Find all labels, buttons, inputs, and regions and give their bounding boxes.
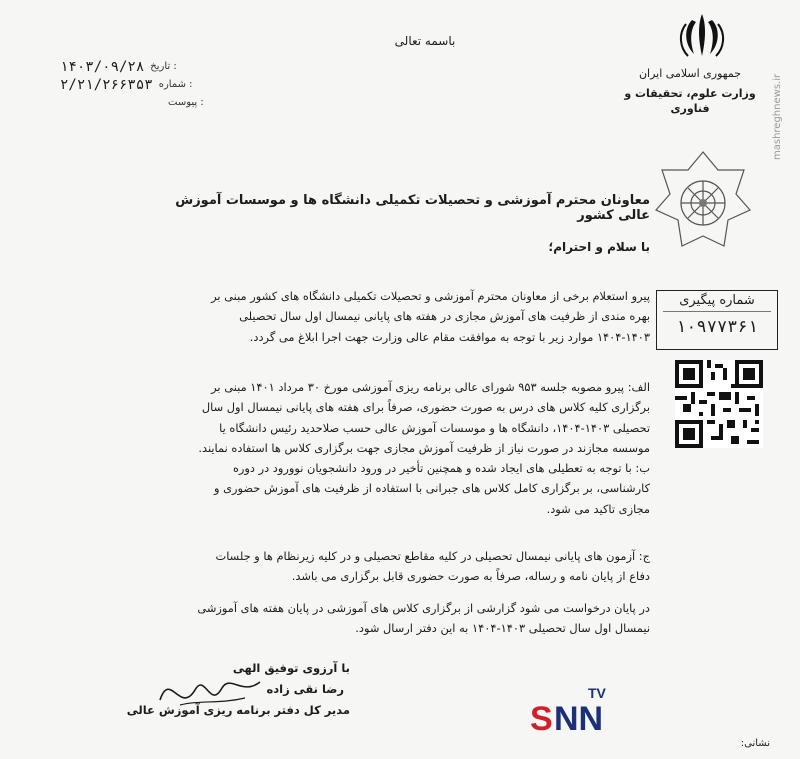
ornament-icon: [652, 148, 754, 258]
signature-title: مدیر کل دفتر برنامه ریزی آموزش عالی: [126, 703, 350, 717]
recipient: معاونان محترم آموزشی و تحصیلات تکمیلی دانشگاه ها و موسسات آموزش عالی کشور: [175, 193, 650, 223]
text-line: موسسه مجازند در صورت نیاز از ظرفیت آموزش مجازی جهت برگزاری کلاس ها استفاده نمایند.: [198, 440, 650, 455]
text-line: الف: پیرو مصوبه جلسه ۹۵۳ شورای عالی برنامه ریزی آموزشی مورخ ۳۰ مرداد ۱۴۰۱ مبنی بر: [211, 380, 650, 394]
invocation: باسمه تعالی: [394, 34, 456, 48]
text-line: ج: آزمون های پایانی نیمسال تحصیلی در کلیه مقاطع تحصیلی و در کلیه زیرنظام ها و جلسات: [215, 549, 650, 563]
iran-emblem-icon: [672, 10, 732, 62]
tracking-label: شماره پیگیری: [663, 291, 771, 312]
snn-tv-logo: [528, 684, 628, 738]
date-number-block: [60, 58, 250, 112]
paragraph-be: [120, 458, 650, 519]
paragraph-alef: [120, 377, 650, 458]
watermark: mashreghnews.ir: [772, 73, 783, 160]
paragraph-intro: [120, 286, 650, 347]
text-line: نیمسال اول سال تحصیلی ۱۴۰۳-۱۴۰۴ به این دفتر ارسال شود.: [355, 621, 650, 636]
svg-text:NN: NN: [554, 700, 604, 738]
date-label: تاریخ :: [150, 61, 177, 72]
handwritten-signature: [150, 660, 270, 720]
text-line: ب: با توجه به تعطیلی های ایجاد شده و همچنین تأخیر در ورود دانشجویان نوورود در دوره: [232, 461, 650, 475]
signature-closing: با آرزوی توفیق الهی: [232, 661, 350, 675]
tracking-number: ۱۰۹۷۷۳۶۱: [676, 317, 758, 337]
number-value: ۲/۲۱/۲۶۶۳۵۳: [60, 77, 153, 93]
text-line: کارشناسی، بر برگزاری کامل کلاس های جبرانی با استفاده از ظرفیت های آموزش حضوری و: [214, 481, 650, 496]
ministry-line-1: جمهوری اسلامی ایران: [638, 67, 742, 80]
ministry-line-2: وزارت علوم، تحقیقات و فناوری: [624, 87, 756, 115]
attachment-label: پیوست :: [168, 97, 204, 108]
paragraph-closing: [120, 598, 650, 639]
signature-name: رضا نقی زاده: [266, 682, 344, 696]
number-label: شماره :: [158, 79, 193, 90]
text-line: پیرو استعلام برخی از معاونان محترم آموزشی و تحصیلات تکمیلی دانشگاه های کشور مبنی بر: [211, 289, 650, 303]
qr-code-icon: [675, 360, 763, 448]
svg-text:TV: TV: [588, 685, 606, 701]
paragraph-jim: [120, 546, 650, 587]
svg-text:S: S: [530, 700, 553, 738]
address-label: نشانی:: [740, 738, 770, 749]
date-value: ۱۴۰۳/۰۹/۲۸: [60, 59, 145, 75]
text-line: در پایان درخواست می شود گزارشی از برگزاری کلاس های آموزشی در پایان هفته های آموزشی: [197, 601, 650, 615]
greeting: با سلام و احترام؛: [548, 240, 650, 254]
text-line: دفاع از پایان نامه و رساله، صرفاً به صورت حضوری قابل برگزاری می باشد.: [291, 569, 650, 584]
text-line: بهره مندی از ظرفیت های آموزش مجازی در هفته های پایانی نیمسال اول سال تحصیلی: [239, 309, 650, 324]
text-line: مجازی تاکید می شود.: [546, 501, 650, 516]
text-line: برگزاری کلیه کلاس های درس به صورت حضوری، صرفاً برای هفته های پایانی نیمسال اول سال: [201, 400, 650, 415]
text-line: تحصیلی ۱۴۰۳-۱۴۰۴، دانشگاه ها و موسسات آموزش عالی حسب صلاحدید رئیس دانشگاه یا: [219, 420, 650, 435]
tracking-number-box: [656, 290, 778, 350]
text-line: ۱۴۰۴-۱۴۰۳ موارد زیر با توجه به موافقت مقام عالی وزارت جهت اجرا ابلاغ می گردد.: [249, 329, 650, 344]
